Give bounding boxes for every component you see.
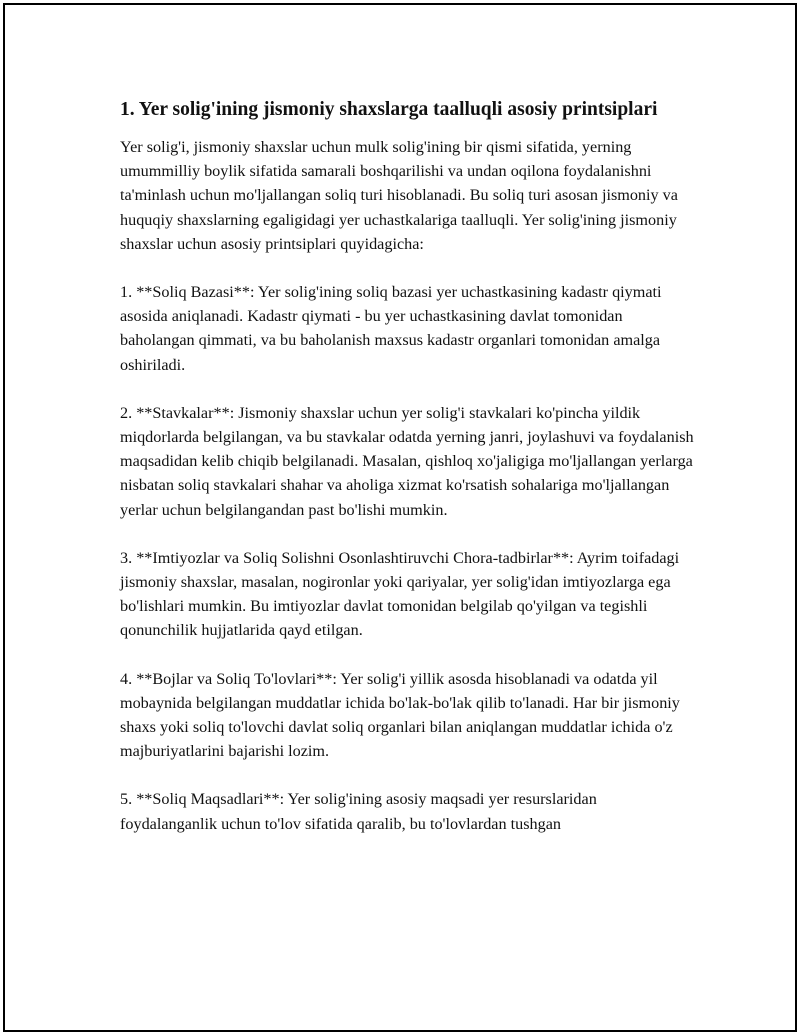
paragraph-soliq-maqsadlari: 5. **Soliq Maqsadlari**: Yer solig'ining asosiy maqsadi yer resurslaridan foydalanganlik uchun to'lov sifatida qaralib, bu to'lovlardan tushgan (120, 790, 597, 833)
document-body (120, 97, 695, 836)
paragraph-soliq-bazasi: 1. **Soliq Bazasi**: Yer solig'ining soliq bazasi yer uchastkasining kadastr qiymati asosida aniqlanadi. Kadastr qiymati - bu yer uchastkasining davlat tomonidan baholangan qimmati, va bu baholanish maxsus kadastr organlari tomonidan amalga oshiriladi. (120, 283, 662, 374)
paragraph-stavkalar: 2. **Stavkalar**: Jismoniy shaxslar uchun yer solig'i stavkalari ko'pincha yildik miqdorlarda belgilangan, va bu stavkalar odatda yerning janri, joylashuvi va foydalanish maqsadidan kelib chiqib belgilanadi. Masalan, qishloq xo'jaligiga mo'ljallangan yerlarga nisbatan soliq stavkalari shahar va aholiga xizmat ko'rsatish sohalariga mo'ljallangan yerlar uchun belgilangandan past bo'lishi mumkin. (120, 403, 694, 519)
paragraph-bojlar: 4. **Bojlar va Soliq To'lovlari**: Yer solig'i yillik asosda hisoblanadi va odatda yil mobaynida belgilangan muddatlar ichida bo'lak-bo'lak qilib to'lanadi. Har bir jismoniy shaxs yoki soliq to'lovchi davlat soliq organlari bilan aniqlangan muddatlar ichida o'z majburiyatlarini bajarishi lozim. (120, 669, 680, 761)
page-frame (3, 3, 797, 1032)
intro-paragraph: Yer solig'i, jismoniy shaxslar uchun mulk solig'ining bir qismi sifatida, yerning umummilliy boylik sifatida samarali boshqarilishi va undan oqilona foydalanishni ta'minlash uchun mo'ljallangan soliq turi hisoblanadi. Bu soliq turi asosan jismoniy va huquqiy shaxslarning egaligidagi yer uchastkalariga taalluqli. Yer solig'ining jismoniy shaxslar uchun asosiy printsiplari quyidagicha: (120, 138, 678, 253)
paragraph-imtiyozlar: 3. **Imtiyozlar va Soliq Solishni Osonlashtiruvchi Chora-tadbirlar**: Ayrim toifadagi jismoniy shaxslar, masalan, nogironlar yoki qariyalar, yer solig'idan imtiyozlarga ega bo'lishlari mumkin. Bu imtiyozlar davlat tomonidan belgilab qo'yilgan va tegishli qonunchilik hujjatlarida qayd etilgan. (120, 548, 680, 640)
section-heading: 1. Yer solig'ining jismoniy shaxslarga taalluqli asosiy printsiplari (120, 99, 658, 120)
